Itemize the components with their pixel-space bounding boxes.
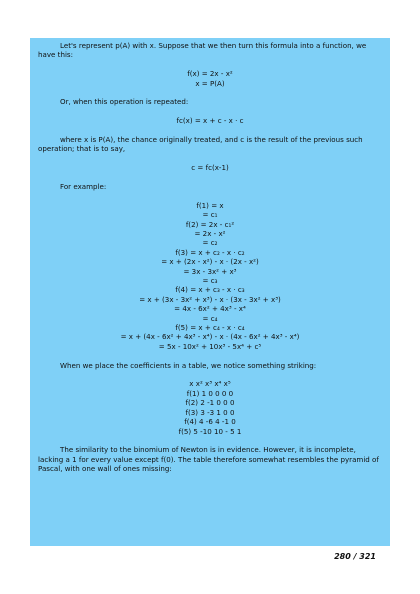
paragraph: For example: <box>60 182 107 191</box>
table-row: f(4) 4 -6 4 -1 0 <box>184 417 236 427</box>
paragraph: where x is P(A), the chance originally treated, and c is the result of the previous such operation; that is to say, <box>38 135 363 154</box>
formula-line: fc(x) = x + c - x · c <box>176 116 244 126</box>
formula-line: c = fc(x-1) <box>191 163 229 173</box>
example-block <box>38 201 382 352</box>
formula-line: f(4) = x + c₃ - x · c₃ <box>175 285 245 295</box>
formula-line: = 2x - x² <box>194 229 226 239</box>
paragraph: Or, when this operation is repeated: <box>60 97 189 107</box>
page-number: 280 / 321 <box>334 552 376 561</box>
table-row: f(2) 2 -1 0 0 0 <box>185 398 235 408</box>
formula-line: = 5x - 10x² + 10x³ - 5x⁴ + c⁵ <box>158 341 262 351</box>
formula-line: f(2) = 2x - c₁² <box>185 219 235 229</box>
formula-line: = 3x - 3x² + x³ <box>183 266 237 276</box>
formula-line: = x + (4x - 6x² + 4x³ - x⁴) - x · (4x - 6x² + 4x³ - x⁴) <box>120 332 300 342</box>
formula-line: = x + (2x - x²) - x · (2x - x²) <box>161 257 259 267</box>
formula-line: = c₃ <box>202 276 218 286</box>
page-content <box>30 38 390 546</box>
table-row: x x² x³ x⁴ x⁵ <box>189 379 231 389</box>
formula-line: = x + (3x - 3x² + x³) - x · (3x - 3x² + x³) <box>139 294 281 304</box>
formula-line: = c₁ <box>202 210 218 220</box>
paragraph: The similarity to the binomium of Newton is in evidence. However, it is incomplete, lacking a 1 for every value except f(0). The table therefore somewhat resembles the pyramid of Pascal, with one wall of ones missing: <box>38 445 379 474</box>
formula-line: = c₂ <box>202 238 218 248</box>
formula-line: = c₄ <box>202 313 218 323</box>
coefficient-table <box>38 379 382 435</box>
formula-line: f(3) = x + c₂ - x · c₂ <box>175 247 245 257</box>
paragraph: When we place the coefficients in a table, we notice something striking: <box>60 360 317 370</box>
formula-line: x = P(A) <box>195 78 225 88</box>
formula-line: f(x) = 2x - x² <box>187 69 233 79</box>
table-row: f(1) 1 0 0 0 0 <box>186 388 234 398</box>
formula-line: f(5) = x + c₄ - x · c₄ <box>175 323 245 333</box>
formula-line: f(1) = x <box>196 200 224 210</box>
table-row: f(3) 3 -3 1 0 0 <box>185 407 235 417</box>
paragraph: Let's represent p(A) with x. Suppose that we then turn this formula into a function, we have this: <box>38 41 367 60</box>
table-row: f(5) 5 -10 10 - 5 1 <box>178 426 242 436</box>
formula-line: = 4x - 6x² + 4x³ - x⁴ <box>174 304 246 314</box>
